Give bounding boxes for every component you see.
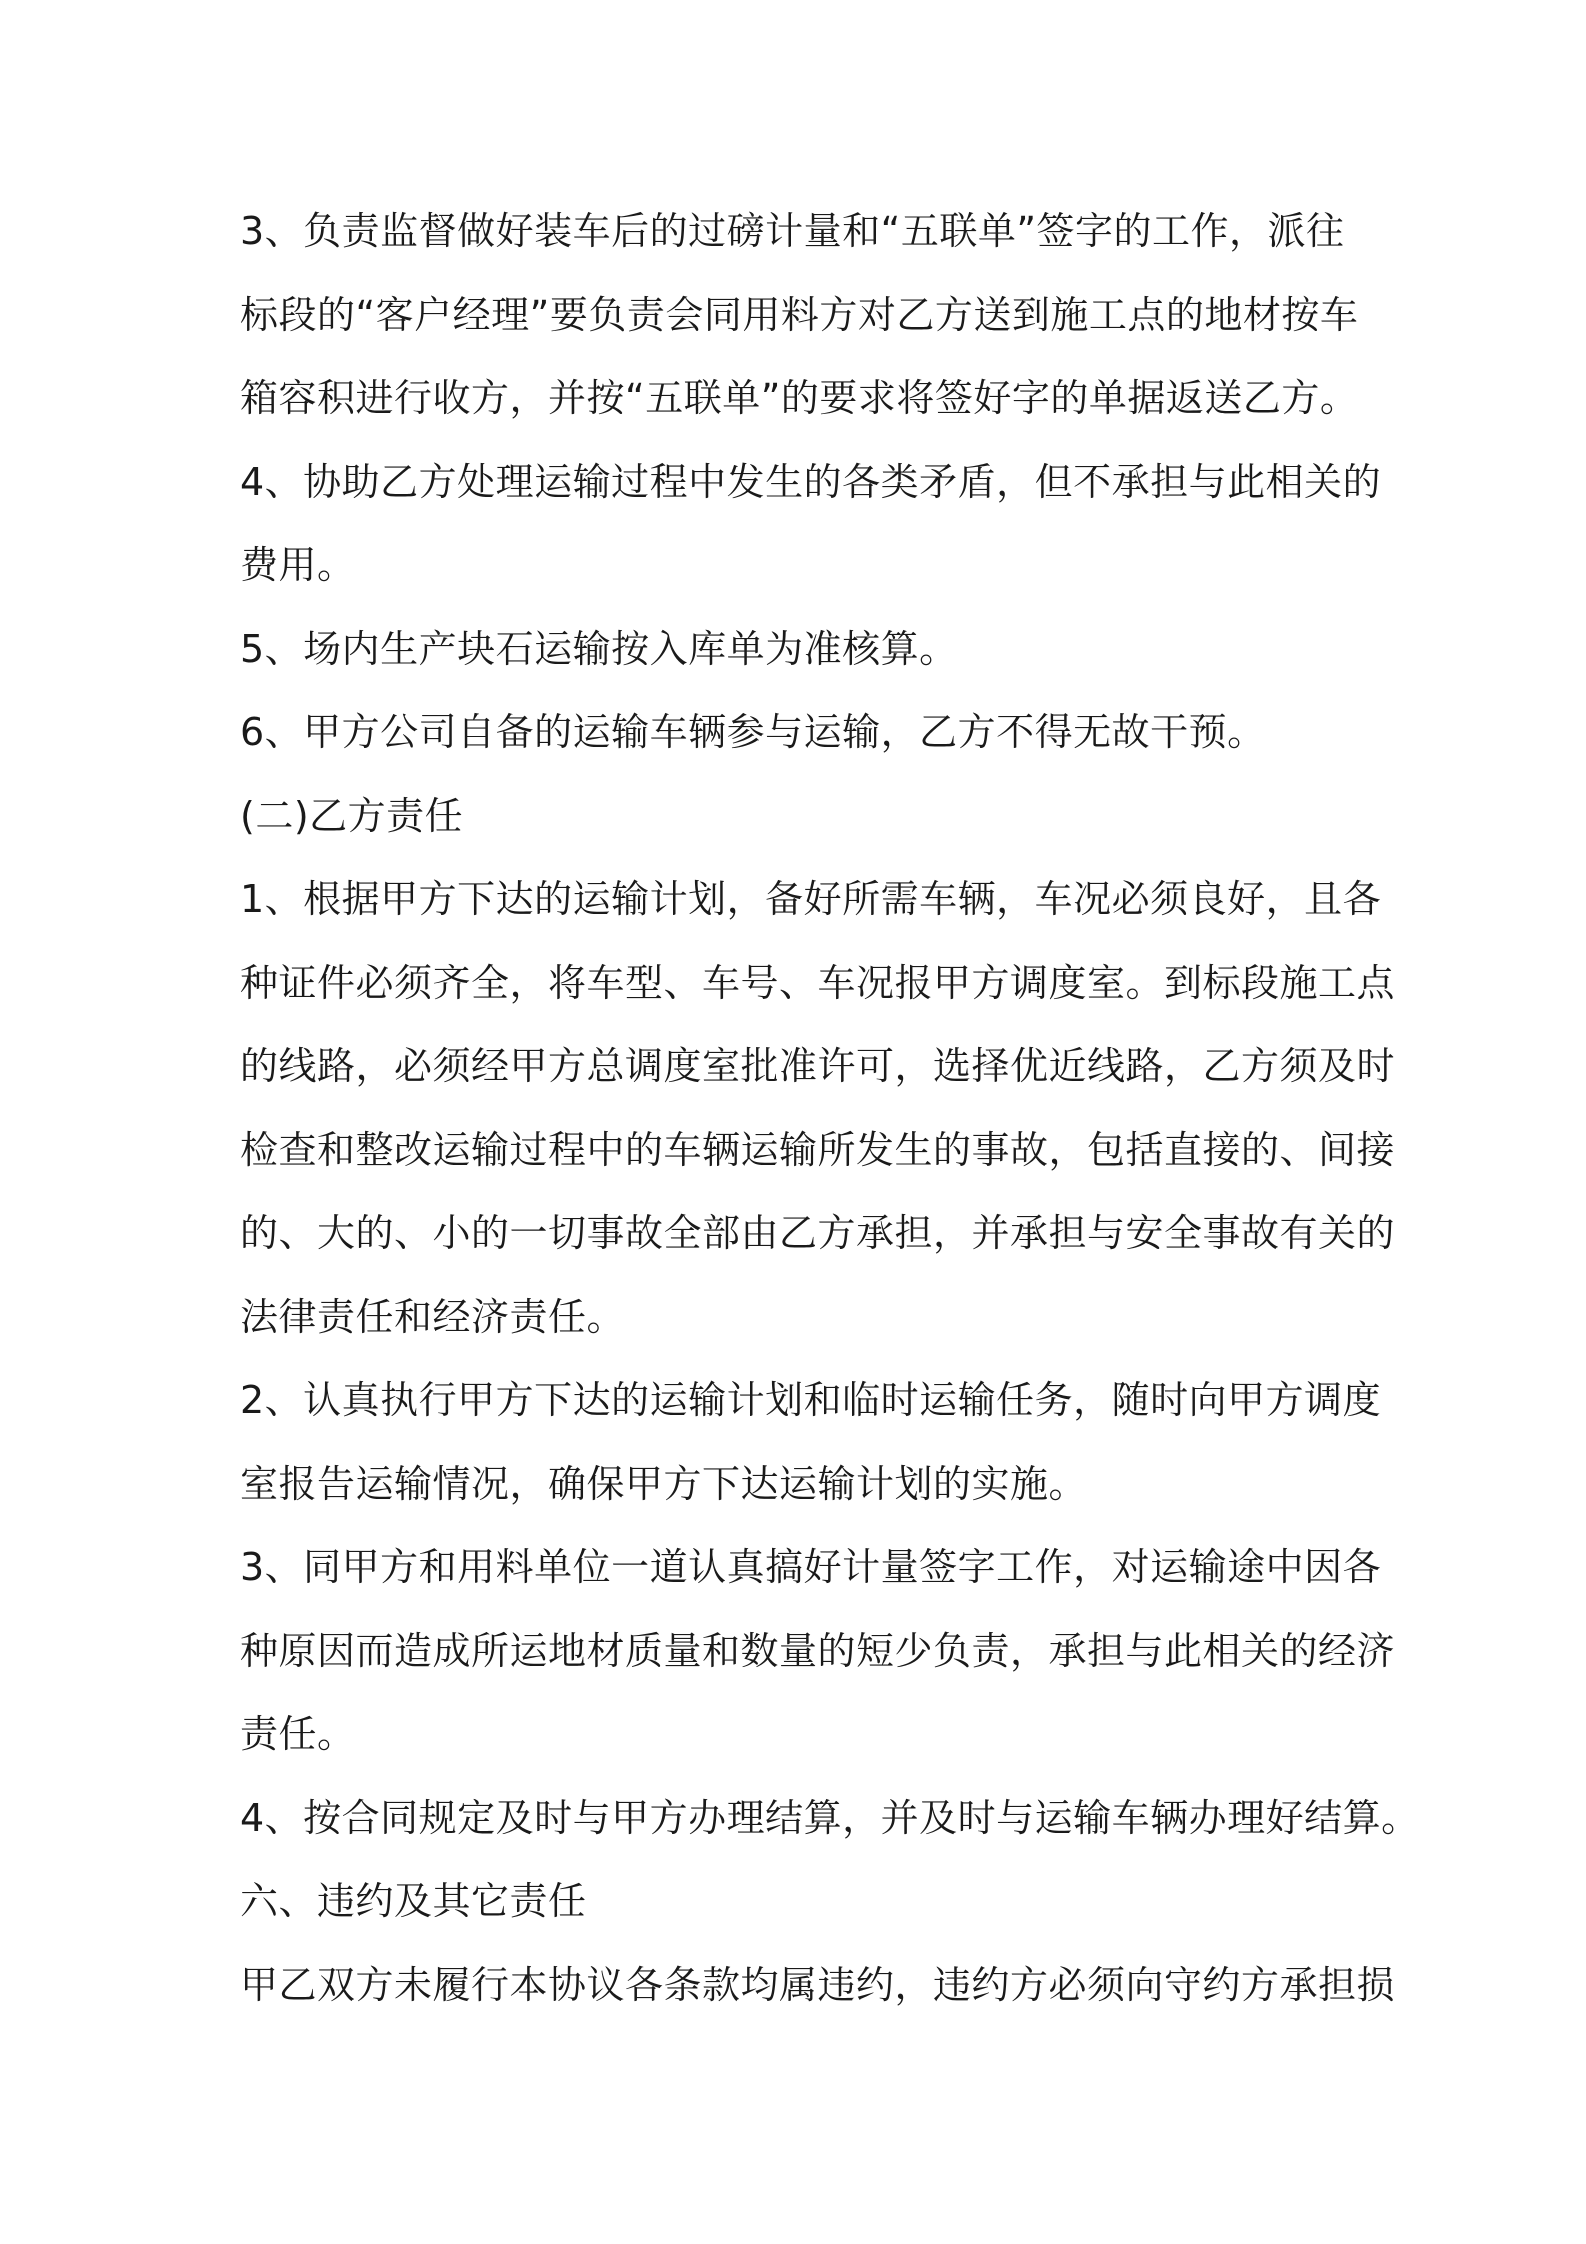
text-line: 种证件必须齐全，将车型、车号、车况报甲方调度室。到标段施工点 bbox=[240, 960, 1396, 1005]
section-heading: (二)乙方责任 bbox=[240, 793, 464, 838]
text-line: 种原因而造成所运地材质量和数量的短少负责，承担与此相关的经济 bbox=[240, 1628, 1396, 1673]
text-line: 检查和整改运输过程中的车辆运输所发生的事故，包括直接的、间接 bbox=[240, 1127, 1396, 1172]
text-line: 室报告运输情况，确保甲方下达运输计划的实施。 bbox=[240, 1461, 1088, 1506]
document-body bbox=[240, 190, 1420, 2027]
text-line: 4、协助乙方处理运输过程中发生的各类矛盾，但不承担与此相关的 bbox=[240, 459, 1382, 504]
text-line: 的、大的、小的一切事故全部由乙方承担，并承担与安全事故有关的 bbox=[240, 1211, 1396, 1255]
text-line: 标段的“客户经理”要负责会同用料方对乙方送到施工点的地材按车 bbox=[240, 292, 1359, 337]
text-line: 5、场内生产块石运输按入库单为准核算。 bbox=[240, 626, 958, 671]
text-line: 费用。 bbox=[240, 543, 356, 587]
text-line: 3、同甲方和用料单位一道认真搞好计量签字工作，对运输途中因各 bbox=[240, 1545, 1382, 1589]
text-line: 法律责任和经济责任。 bbox=[240, 1294, 626, 1339]
text-line: 2、认真执行甲方下达的运输计划和临时运输任务，随时向甲方调度 bbox=[240, 1378, 1382, 1422]
text-line: 箱容积进行收方，并按“五联单”的要求将签好字的单据返送乙方。 bbox=[240, 376, 1359, 420]
text-line: 甲乙双方未履行本协议各条款均属违约，违约方必须向守约方承担损 bbox=[240, 1962, 1396, 2007]
text-line: 的线路，必须经甲方总调度室批准许可，选择优近线路，乙方须及时 bbox=[240, 1044, 1396, 1088]
text-line: 4、按合同规定及时与甲方办理结算，并及时与运输车辆办理好结算。 bbox=[240, 1795, 1420, 1840]
text-line: 6、甲方公司自备的运输车辆参与运输，乙方不得无故干预。 bbox=[240, 710, 1266, 754]
text-line: 1、根据甲方下达的运输计划，备好所需车辆，车况必须良好，且各 bbox=[240, 877, 1382, 921]
text-line: 3、负责监督做好装车后的过磅计量和“五联单”签字的工作，派往 bbox=[240, 209, 1345, 253]
text-line: 责任。 bbox=[240, 1712, 356, 1756]
section-heading: 六、违约及其它责任 bbox=[240, 1879, 587, 1923]
